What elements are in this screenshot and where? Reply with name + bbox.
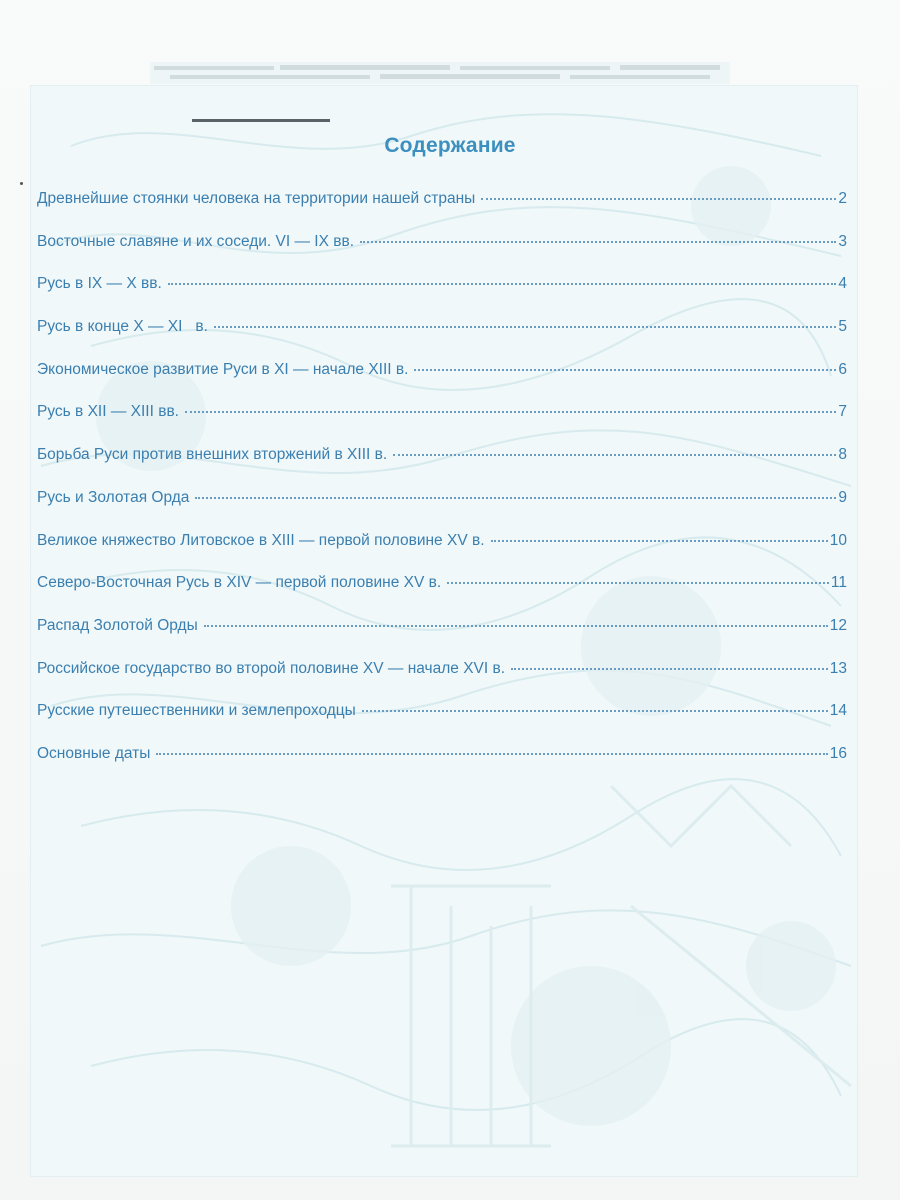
bleed-through-strip <box>150 62 730 84</box>
dot-leader <box>393 454 836 456</box>
toc-entry-page: 2 <box>838 190 847 207</box>
toc-entry-label: Экономическое развитие Руси в XI — начале XIII в. <box>37 360 409 378</box>
toc-entry-page: 8 <box>838 446 847 464</box>
dot-leader <box>195 497 836 499</box>
toc-entry-label: Русь и Золотая Орда <box>37 488 190 506</box>
stray-dot <box>20 182 23 185</box>
toc-entry-page: 13 <box>829 659 847 677</box>
toc-entry-page: 5 <box>838 318 847 336</box>
table-of-contents <box>37 190 847 788</box>
toc-entry[interactable] <box>37 660 847 703</box>
dot-leader <box>414 369 836 371</box>
toc-entry-page: 16 <box>829 744 847 762</box>
toc-entry[interactable] <box>37 233 847 276</box>
toc-entry-label: Основные даты <box>37 744 151 762</box>
toc-entry-label: Северо-Восточная Русь в XIV — первой половине XV в. <box>37 574 442 592</box>
toc-entry-label: Восточные славяне и их соседи. VI — IX вв. <box>37 232 355 250</box>
dot-leader <box>168 283 837 285</box>
toc-entry-label: Великое княжество Литовское в XIII — первой половине XV в. <box>37 531 485 549</box>
toc-entry[interactable] <box>37 702 847 745</box>
dot-leader <box>214 326 836 328</box>
toc-entry-page: 10 <box>829 531 847 549</box>
toc-entry-page: 6 <box>838 360 847 378</box>
toc-entry-label: Распад Золотой Орды <box>37 616 198 634</box>
toc-entry-label: Древнейшие стоянки человека на территории нашей страны <box>37 190 476 207</box>
toc-entry-label: Русь в XII — XIII вв. <box>37 403 179 421</box>
dot-leader <box>447 582 829 584</box>
toc-entry-page: 3 <box>838 232 847 250</box>
dot-leader <box>360 241 836 243</box>
toc-entry[interactable] <box>37 190 847 233</box>
dot-leader <box>156 753 827 755</box>
dot-leader <box>204 625 828 627</box>
toc-entry[interactable] <box>37 446 847 489</box>
toc-entry-label: Русь в IX — X вв. <box>37 275 162 293</box>
toc-entry[interactable] <box>37 275 847 318</box>
dot-leader <box>511 668 828 670</box>
toc-entry-page: 7 <box>838 403 847 421</box>
toc-entry-page: 12 <box>829 616 847 634</box>
toc-entry[interactable] <box>37 532 847 575</box>
page-title: Содержание <box>384 134 516 158</box>
toc-entry-page: 4 <box>838 275 847 293</box>
dot-leader <box>185 411 836 413</box>
dot-leader <box>491 540 828 542</box>
toc-entry-label: Русские путешественники и землепроходцы <box>37 702 356 720</box>
toc-entry[interactable] <box>37 745 847 788</box>
toc-entry[interactable] <box>37 574 847 617</box>
toc-entry-page: 11 <box>830 574 847 592</box>
toc-entry[interactable] <box>37 489 847 532</box>
toc-entry-page: 14 <box>829 702 847 720</box>
decorative-line <box>192 119 330 122</box>
toc-entry[interactable] <box>37 403 847 446</box>
toc-entry[interactable] <box>37 617 847 660</box>
dot-leader <box>481 198 836 200</box>
toc-entry-label: Русь в конце X — XI в. <box>37 318 208 336</box>
toc-entry[interactable] <box>37 318 847 361</box>
toc-entry-page: 9 <box>838 488 847 506</box>
toc-entry[interactable] <box>37 361 847 404</box>
toc-entry-label: Российское государство во второй половине XV — начале XVI в. <box>37 659 506 677</box>
dot-leader <box>362 710 828 712</box>
toc-entry-label: Борьба Руси против внешних вторжений в XIII в. <box>37 446 388 464</box>
